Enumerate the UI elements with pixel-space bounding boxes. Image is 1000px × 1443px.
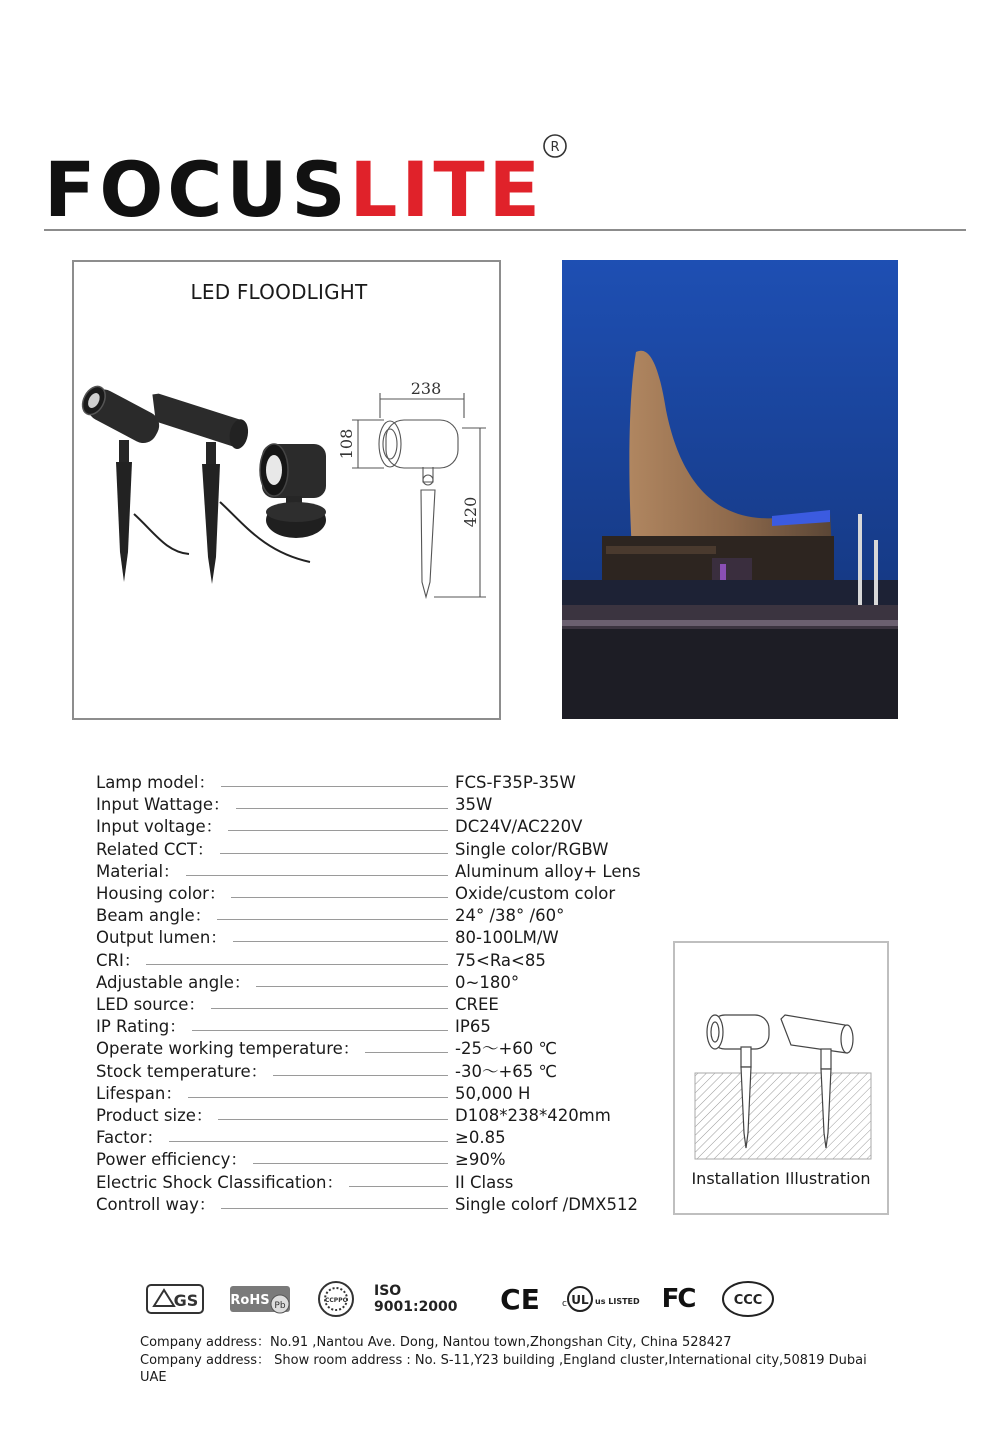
spec-row (96, 1149, 656, 1171)
spec-label: Product size： (96, 1106, 213, 1125)
spec-leader-line (192, 1030, 448, 1031)
spec-label: LED source： (96, 995, 205, 1014)
spec-leader-line (211, 1008, 448, 1009)
spec-row (96, 883, 656, 905)
spec-leader-line (220, 853, 448, 854)
installation-caption: Installation Illustration (691, 1169, 871, 1188)
registered-letter: R (550, 140, 560, 155)
fcc-logo: FC (661, 1284, 695, 1314)
gs-logo (146, 1276, 204, 1322)
spec-label: Related CCT： (96, 839, 214, 859)
spec-row (96, 1016, 656, 1038)
spec-leader-line (236, 808, 448, 809)
spec-value: Oxide/custom color (455, 884, 616, 903)
svg-text:c: c (562, 1299, 567, 1309)
spec-row (96, 816, 656, 838)
ccppc-logo (316, 1276, 356, 1322)
dimension-width: 238 (410, 379, 442, 398)
spec-value: IP65 (455, 1017, 491, 1037)
svg-text:CCC: CCC (733, 1293, 763, 1308)
spec-value: DC24V/AC220V (455, 817, 583, 837)
spec-row (96, 1194, 656, 1216)
spec-leader-line (221, 786, 448, 787)
installation-illustration (675, 943, 887, 1173)
product-drawing-box (72, 260, 501, 720)
spec-value: D108*238*420mm (455, 1106, 611, 1125)
spec-leader-line (169, 1141, 448, 1142)
spec-leader-line (188, 1097, 448, 1098)
svg-text:UL: UL (571, 1293, 589, 1307)
spec-label: Material： (96, 861, 180, 881)
spec-leader-line (233, 941, 448, 942)
dimension-length: 420 (461, 496, 480, 528)
svg-text:Pb: Pb (274, 1301, 286, 1311)
surface-light (260, 444, 326, 538)
spec-row (96, 1038, 656, 1060)
spec-value: FCS-F35P-35W (455, 773, 576, 792)
focuslite-logo (44, 132, 574, 224)
spec-leader-line (218, 1119, 448, 1120)
spec-label: Power efficiency： (96, 1150, 247, 1170)
spec-row (96, 839, 656, 861)
spec-value: 80-100LM/W (455, 928, 559, 948)
company-address-1: Company address：No.91 ,Nantou Ave. Dong, Nantou town,Zhongshan City, China 528427 (140, 1335, 732, 1350)
spec-value: 50,000 H (455, 1083, 531, 1103)
header-rule (44, 229, 966, 231)
spec-label: Housing color： (96, 884, 226, 903)
spec-value: CREE (455, 995, 499, 1014)
spec-leader-line (273, 1075, 448, 1076)
spec-value: -30～+65 ℃ (455, 1061, 558, 1081)
company-address-2: Company address： Show room address : No. S-11,Y23 building ,England cluster,International city,50819 Dubai UAE (140, 1353, 867, 1385)
rohs-logo (228, 1276, 296, 1322)
dimension-height: 108 (337, 428, 356, 460)
spec-label: Controll way： (96, 1194, 216, 1214)
building-night-photo (562, 260, 898, 719)
spec-label: Stock temperature： (96, 1061, 268, 1081)
spec-value: 35W (455, 795, 493, 815)
spec-label: Input Wattage： (96, 795, 230, 815)
spec-row (96, 1127, 656, 1149)
product-title: LED FLOODLIGHT (190, 280, 368, 304)
svg-text:GS: GS (173, 1291, 199, 1310)
iso-logo: ISO 9001:2000 (374, 1283, 458, 1315)
spec-value: ≥90% (455, 1150, 506, 1170)
spec-label: Lamp model： (96, 773, 215, 792)
spec-leader-line (365, 1052, 448, 1053)
spec-leader-line (186, 875, 448, 876)
spec-label: Operate working temperature： (96, 1039, 360, 1059)
spec-row (96, 994, 656, 1016)
spec-leader-line (228, 830, 448, 831)
spec-leader-line (349, 1186, 448, 1187)
spec-value: II Class (455, 1172, 514, 1192)
spec-value: -25～+60 ℃ (455, 1039, 558, 1059)
spec-row (96, 772, 656, 794)
spec-leader-line (146, 964, 448, 965)
svg-text:us LISTED: us LISTED (595, 1297, 640, 1306)
spec-row (96, 1061, 656, 1083)
brand-name: FOCUSLITE (44, 145, 547, 224)
spec-value: ≥0.85 (455, 1128, 506, 1148)
ccc-logo (718, 1276, 778, 1322)
spec-value: 75<Ra<85 (455, 950, 546, 970)
dimension-drawing (352, 393, 486, 597)
spec-leader-line (221, 1208, 448, 1209)
ce-logo: CE (500, 1282, 540, 1316)
spec-row (96, 905, 656, 927)
floodlight-product-images (74, 262, 503, 722)
certification-logos (140, 1276, 780, 1322)
spec-label: Lifespan： (96, 1083, 182, 1103)
spec-leader-line (256, 986, 448, 987)
installation-box (673, 941, 889, 1215)
svg-text:RoHS: RoHS (230, 1293, 270, 1308)
svg-text:CCPPC: CCPPC (324, 1297, 348, 1304)
spec-label: Adjustable angle： (96, 972, 251, 992)
spec-label: Electric Shock Classification： (96, 1172, 343, 1192)
spec-row (96, 950, 656, 972)
spec-value: 0~180° (455, 972, 520, 992)
spec-row (96, 972, 656, 994)
spec-value: Single color/RGBW (455, 839, 609, 859)
spec-row (96, 794, 656, 816)
spec-label: Output lumen： (96, 928, 227, 948)
spec-value: Aluminum alloy+ Lens (455, 861, 641, 881)
spec-row (96, 927, 656, 949)
spec-label: Beam angle： (96, 906, 212, 926)
spec-label: Input voltage： (96, 817, 223, 837)
ul-listed-logo (560, 1276, 640, 1322)
spec-label: Factor： (96, 1128, 164, 1148)
spec-label: CRI： (96, 950, 141, 970)
spec-row (96, 861, 656, 883)
spec-row (96, 1105, 656, 1127)
spec-row (96, 1172, 656, 1194)
spec-leader-line (231, 897, 448, 898)
spec-row (96, 1083, 656, 1105)
spec-leader-line (217, 919, 448, 920)
spec-value: 24° /38° /60° (455, 906, 565, 926)
spec-value: Single colorf /DMX512 (455, 1194, 638, 1214)
spec-label: IP Rating： (96, 1017, 186, 1037)
spec-leader-line (253, 1163, 448, 1164)
